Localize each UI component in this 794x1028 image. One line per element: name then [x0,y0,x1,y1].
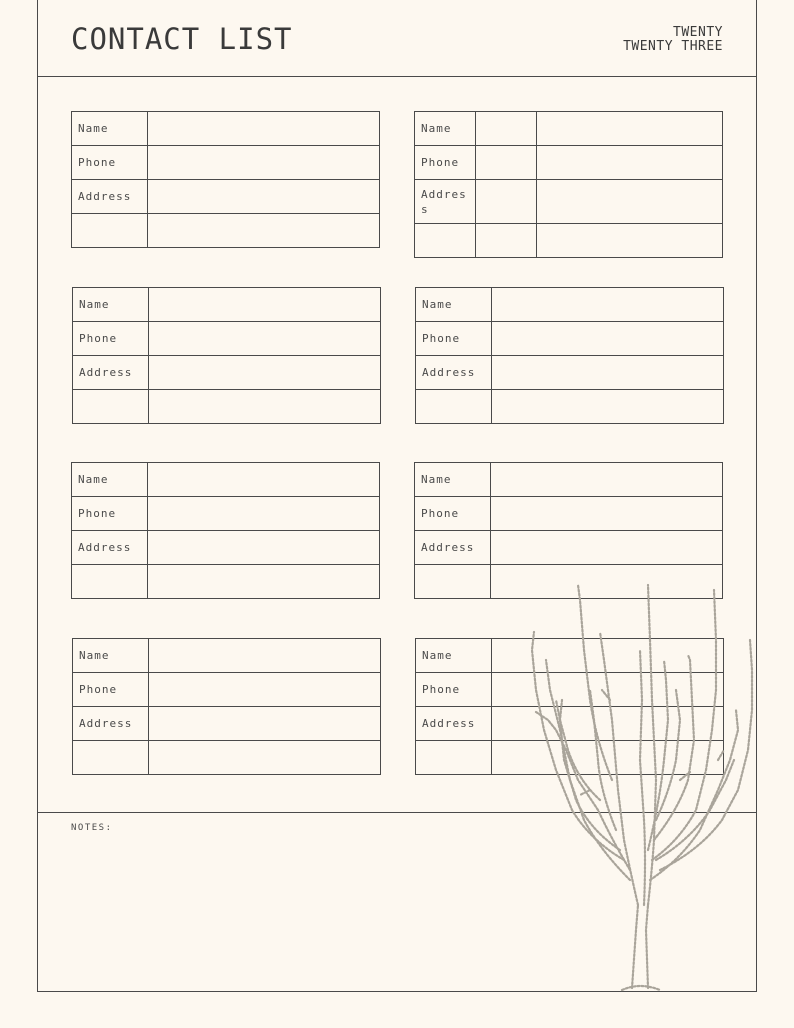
contact-card-2 [414,111,723,258]
name-field[interactable] [492,639,724,673]
phone-field[interactable] [148,497,380,531]
blank-label[interactable] [415,224,476,258]
blank-label[interactable] [72,214,148,248]
blank-label[interactable] [416,390,492,424]
year-line-1: TWENTY [673,25,723,40]
phone-label: Phone [73,322,149,356]
extra-field[interactable] [148,214,380,248]
year-label [623,26,723,54]
name-field[interactable] [148,463,380,497]
phone-label: Phone [415,497,491,531]
name-field[interactable] [149,639,381,673]
address-label: Address [73,707,149,741]
phone-field-a[interactable] [476,146,537,180]
phone-label: Phone [416,673,492,707]
notes-label: NOTES: [71,823,113,833]
name-label: Name [72,112,148,146]
notes-area[interactable] [38,813,756,991]
extra-field[interactable] [492,390,724,424]
phone-field[interactable] [492,673,724,707]
bottom-border [37,991,757,992]
extra-field[interactable] [492,741,724,775]
address-label: Addres s [415,180,476,224]
name-field[interactable] [148,112,380,146]
right-border [756,0,757,992]
contact-card-6 [414,462,723,599]
address-field[interactable] [491,531,723,565]
address-label: Address [72,531,148,565]
address-field[interactable] [148,180,380,214]
phone-field[interactable] [491,497,723,531]
extra-field[interactable] [149,390,381,424]
page-title: CONTACT LIST [71,22,293,56]
address-field-a[interactable] [476,180,537,224]
address-field-b[interactable] [537,180,723,224]
name-field[interactable] [149,288,381,322]
address-field[interactable] [149,707,381,741]
contact-card-5 [71,462,380,599]
contact-card-8 [415,638,724,775]
extra-field[interactable] [491,565,723,599]
name-field[interactable] [492,288,724,322]
name-label: Name [415,112,476,146]
year-line-2: TWENTY THREE [623,39,723,54]
extra-field-b[interactable] [537,224,723,258]
phone-field[interactable] [492,322,724,356]
address-label: Address [416,707,492,741]
contact-card-4 [415,287,724,424]
phone-field[interactable] [149,322,381,356]
name-field[interactable] [491,463,723,497]
address-label: Address [73,356,149,390]
name-field-a[interactable] [476,112,537,146]
phone-field[interactable] [148,146,380,180]
name-label: Name [416,639,492,673]
address-label: Address [415,531,491,565]
address-field[interactable] [149,356,381,390]
header-divider [37,76,757,77]
address-field[interactable] [492,707,724,741]
phone-label: Phone [72,146,148,180]
phone-label: Phone [416,322,492,356]
blank-label[interactable] [416,741,492,775]
blank-label[interactable] [72,565,148,599]
phone-field-b[interactable] [537,146,723,180]
extra-field[interactable] [149,741,381,775]
phone-label: Phone [73,673,149,707]
name-label: Name [415,463,491,497]
blank-label[interactable] [415,565,491,599]
phone-label: Phone [415,146,476,180]
contact-card-1 [71,111,380,248]
address-field[interactable] [148,531,380,565]
phone-field[interactable] [149,673,381,707]
contact-card-7 [72,638,381,775]
blank-label[interactable] [73,741,149,775]
extra-field[interactable] [148,565,380,599]
name-label: Name [73,639,149,673]
name-label: Name [73,288,149,322]
address-label: Address [416,356,492,390]
name-label: Name [72,463,148,497]
extra-field-a[interactable] [476,224,537,258]
address-field[interactable] [492,356,724,390]
phone-label: Phone [72,497,148,531]
name-label: Name [416,288,492,322]
name-field-b[interactable] [537,112,723,146]
blank-label[interactable] [73,390,149,424]
address-label: Address [72,180,148,214]
contact-card-3 [72,287,381,424]
